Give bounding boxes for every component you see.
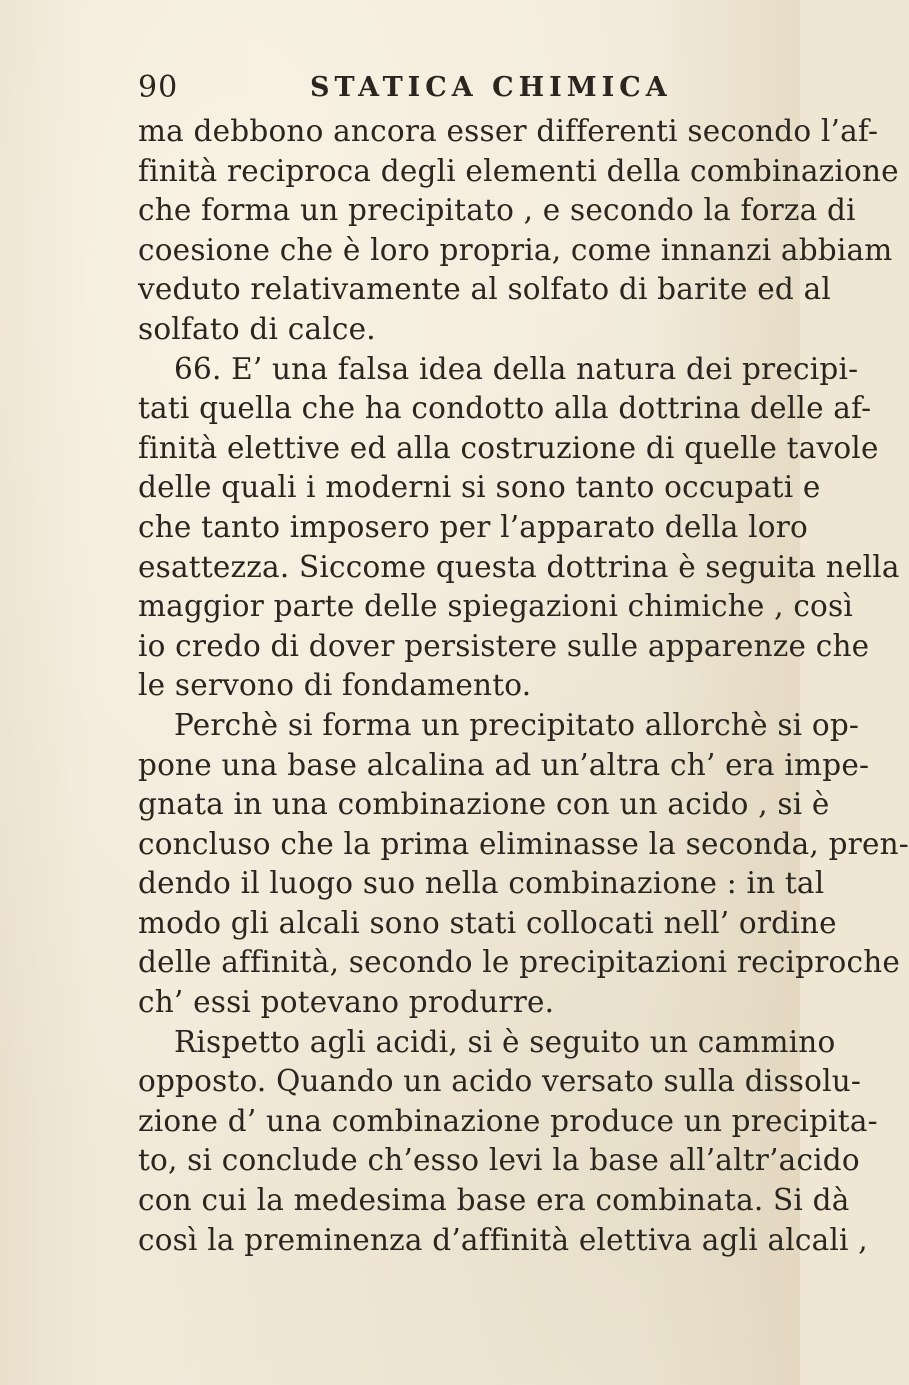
text-line: che tanto imposero per l’apparato della loro bbox=[138, 509, 808, 544]
text-line: ma debbono ancora esser differenti secondo l’af- bbox=[138, 114, 879, 148]
text-line: finità elettive ed alla costruzione di quelle tavole bbox=[138, 430, 879, 465]
text-line: io credo di dover persistere sulle apparenze che bbox=[138, 628, 870, 663]
page-number: 90 bbox=[138, 70, 179, 105]
text-line: maggior parte delle spiegazioni chimiche , così bbox=[138, 589, 853, 624]
page-header bbox=[138, 70, 738, 114]
text-line: to, si conclude ch’esso levi la base all’altr’acido bbox=[138, 1143, 860, 1178]
paragraph-first-line: Perchè si forma un precipitato allorchè si op- bbox=[174, 707, 860, 742]
text-line: esattezza. Siccome questa dottrina è seguita nella bbox=[138, 549, 900, 584]
text-line: veduto relativamente al solfato di barite ed al bbox=[138, 272, 832, 307]
text-line: solfato di calce. bbox=[138, 311, 376, 346]
body-text bbox=[138, 112, 909, 1260]
running-head: STATICA CHIMICA bbox=[310, 72, 672, 103]
text-line: con cui la medesima base era combinata. Si dà bbox=[138, 1183, 850, 1218]
text-line: modo gli alcali sono stati collocati nell’ ordine bbox=[138, 905, 837, 940]
text-line: delle affinità, secondo le precipitazioni reciproche bbox=[138, 945, 901, 980]
text-line: dendo il luogo suo nella combinazione : in tal bbox=[138, 866, 825, 901]
paragraph-66-first-line: 66. E’ una falsa idea della natura dei precipi- bbox=[174, 351, 859, 386]
text-line: ch’ essi potevano produrre. bbox=[138, 985, 555, 1020]
text-line: delle quali i moderni si sono tanto occupati e bbox=[138, 470, 821, 505]
text-line: che forma un precipitato , e secondo la forza di bbox=[138, 193, 856, 228]
text-line: gnata in una combinazione con un acido , si è bbox=[138, 787, 830, 822]
text-line: coesione che è loro propria, come innanzi abbiam bbox=[138, 232, 893, 267]
text-line: opposto. Quando un acido versato sulla dissolu- bbox=[138, 1064, 862, 1099]
text-line: zione d’ una combinazione produce un precipita- bbox=[138, 1103, 878, 1138]
text-line: così la preminenza d’affinità elettiva agli alcali , bbox=[138, 1222, 868, 1257]
text-line: le servono di fondamento. bbox=[138, 668, 532, 703]
text-line: finità reciproca degli elementi della combinazione bbox=[138, 153, 899, 188]
text-line: pone una base alcalina ad un’altra ch’ era impe- bbox=[138, 747, 870, 782]
text-line: concluso che la prima eliminasse la seconda, pren- bbox=[138, 826, 909, 861]
paragraph-first-line: Rispetto agli acidi, si è seguito un cammino bbox=[174, 1024, 836, 1059]
text-line: tati quella che ha condotto alla dottrina delle af- bbox=[138, 391, 872, 426]
